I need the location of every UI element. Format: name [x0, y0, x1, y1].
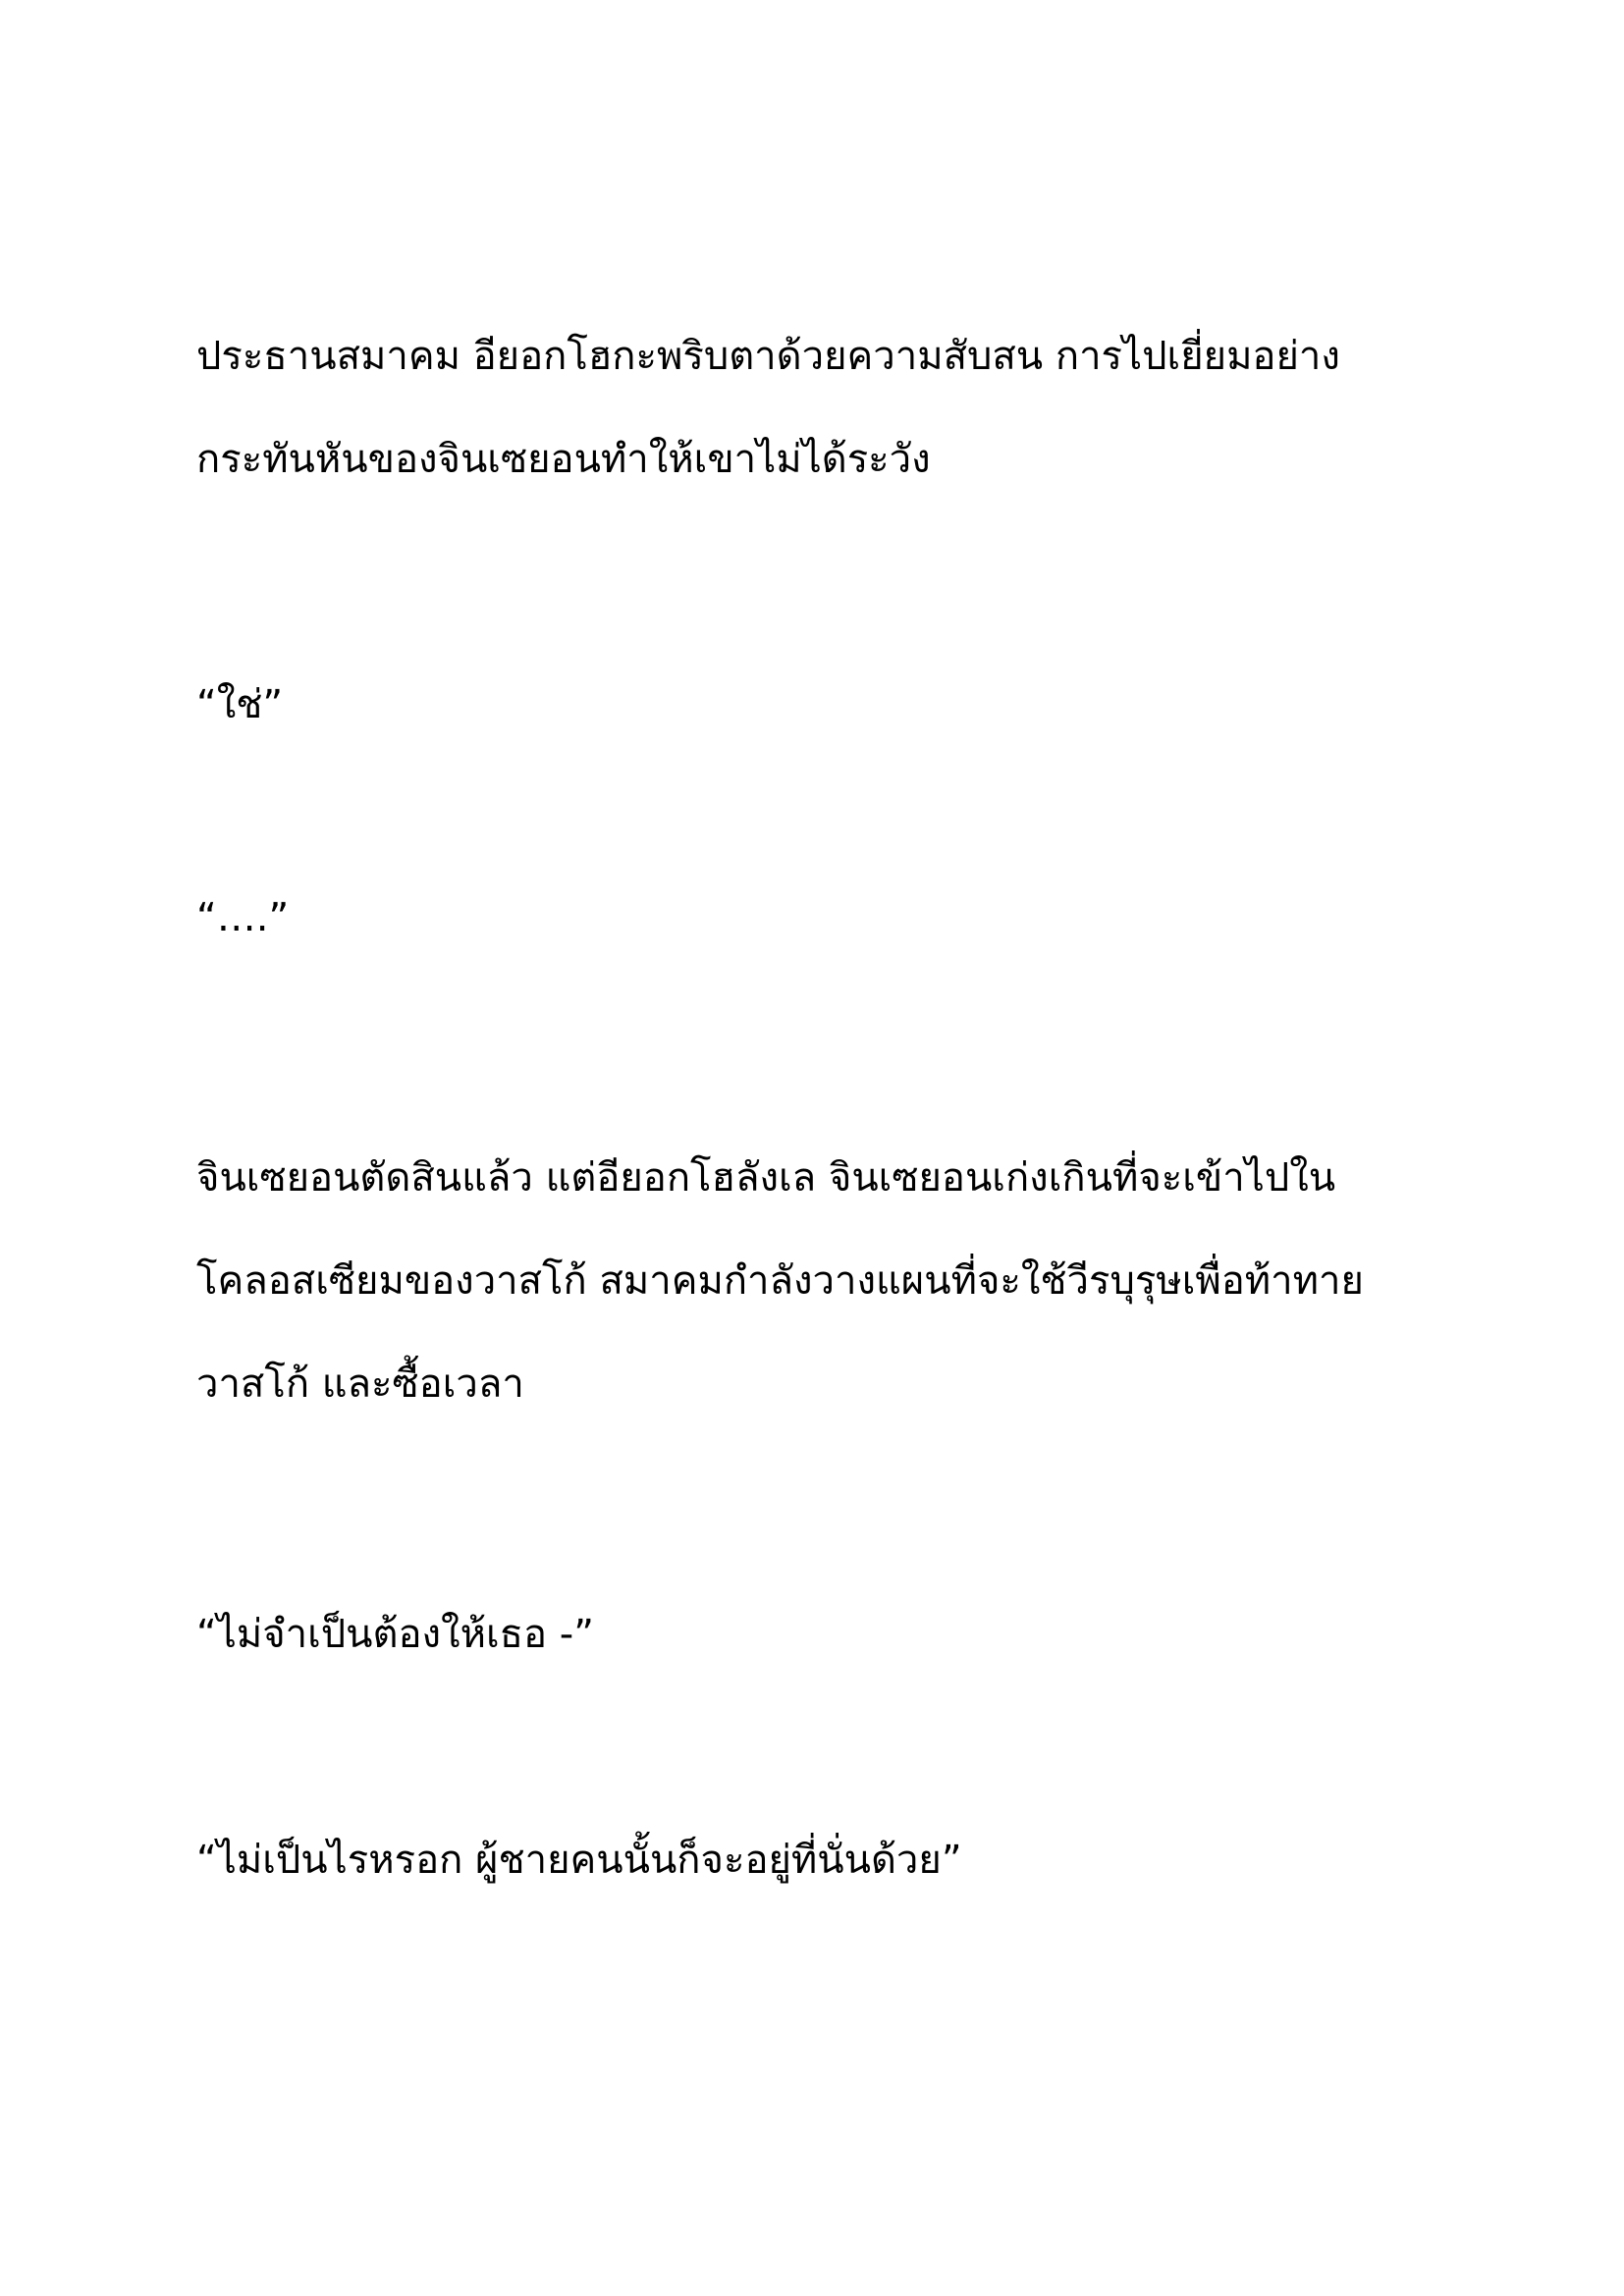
dialogue-2: “….” [196, 895, 290, 940]
paragraph-2-line-1: จินเซยอนตัดสินแล้ว แต่อียอกโฮลังเล จินเซยอนเก่งเกินที่จะเข้าไปใน [196, 1155, 1336, 1201]
dialogue-1: “ใช่” [196, 682, 284, 727]
dialogue-3: “ไม่จำเป็นต้องให้เธอ -” [196, 1612, 594, 1657]
paragraph-2-line-3: วาสโก้ และซื้อเวลา [196, 1362, 524, 1407]
dialogue-4: “ไม่เป็นไรหรอก ผู้ชายคนนั้นก็จะอยู่ที่นั่นด้วย” [196, 1838, 962, 1883]
paragraph-1-line-2: กระทันหันของจินเซยอนทำให้เขาไม่ได้ระวัง [196, 437, 931, 482]
paragraph-1-line-1: ประธานสมาคม อียอกโฮกะพริบตาด้วยความสับสน การไปเยี่ยมอย่าง [196, 334, 1340, 379]
paragraph-2-line-2: โคลอสเซียมของวาสโก้ สมาคมกำลังวางแผนที่จะใช้วีรบุรุษเพื่อท้าทาย [196, 1258, 1364, 1304]
